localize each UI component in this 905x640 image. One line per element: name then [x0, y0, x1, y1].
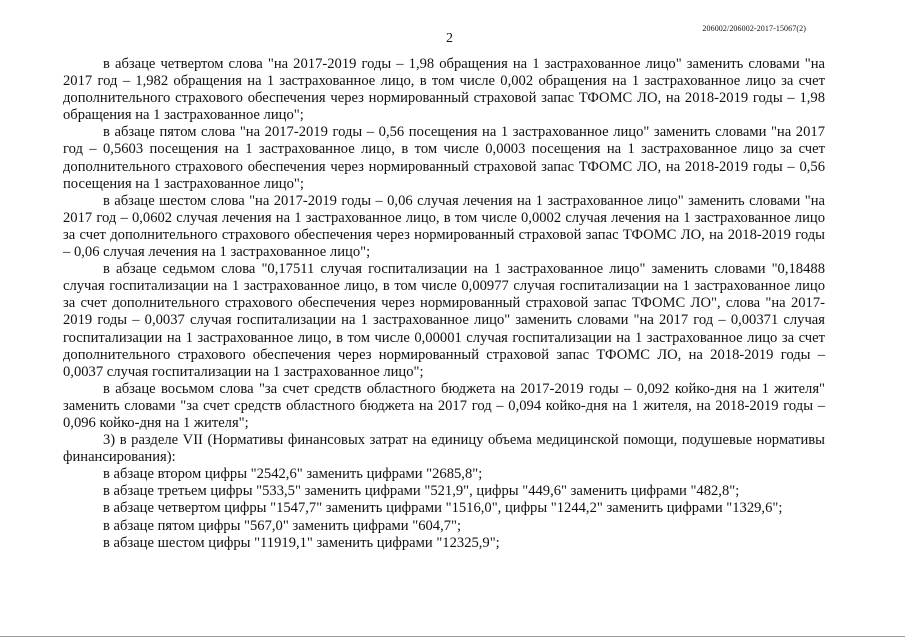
paragraph-fifth-figures: в абзаце пятом цифры "567,0" заменить цифрами "604,7"; — [103, 517, 462, 534]
scan-edge-line — [0, 636, 905, 637]
page-number: 2 — [446, 31, 453, 46]
paragraph-seventh-abzac: в абзаце седьмом слова "0,17511 случая госпитализации на 1 застрахованное лицо" заменить словами "0,18488 случая госпитализации на 1 застрахованное лицо, в том числе 0,00977 случая госпитализации на 1 застрахованное лицо за счет дополнительного страхового обеспечения через нормированный страховой запас ТФОМС ЛО", слова "на 2017-2019 годы – 0,0037 случая госпитализации на 1 застрахованное лицо" заменить словами "на 2017 год – 0,00371 случая госпитализации на 1 застрахованное лицо, в том числе 0,00001 случая госпитализации на 1 застрахованное лицо за счет дополнительного страхового обеспечения через нормированный страховой запас ТФОМС ЛО, на 2018-2019 годы – 0,0037 случая госпитализации на 1 застрахованное лицо"; — [63, 261, 825, 380]
document-id: 206002/206002-2017-15067(2) — [702, 24, 806, 33]
paragraph-sixth-figures: в абзаце шестом цифры "11919,1" заменить цифрами "12325,9"; — [103, 534, 500, 551]
paragraph-second-figures: в абзаце втором цифры "2542,6" заменить цифрами "2685,8"; — [103, 466, 483, 483]
paragraph-third-figures: в абзаце третьем цифры "533,5" заменить цифрами "521,9", цифры "449,6" заменить цифрами "482,8"; — [103, 483, 740, 500]
paragraph-fifth-abzac: в абзаце пятом слова "на 2017-2019 годы – 0,56 посещения на 1 застрахованное лицо" заменить словами "на 2017 год – 0,5603 посещения на 1 застрахованное лицо, в том числе 0,0003 посещения на 1 застрахованное лицо за счет дополнительного страхового обеспечения через нормированный страховой запас ТФОМС ЛО, на 2018-2019 годы – 0,56 посещения на 1 застрахованное лицо"; — [63, 124, 825, 192]
paragraph-fourth-figures: в абзаце четвертом цифры "1547,7" заменить цифрами "1516,0", цифры "1244,2" заменить цифрами "1329,6"; — [103, 500, 783, 517]
paragraph-sixth-abzac: в абзаце шестом слова "на 2017-2019 годы – 0,06 случая лечения на 1 застрахованное лицо" заменить словами "на 2017 год – 0,0602 случая лечения на 1 застрахованное лицо, в том числе 0,0002 случая лечения на 1 застрахованное лицо за счет дополнительного страхового обеспечения через нормированный страховой запас ТФОМС ЛО, на 2018-2019 годы – 0,06 случая лечения на 1 застрахованное лицо"; — [63, 192, 825, 261]
document-body — [63, 56, 825, 552]
paragraph-eighth-abzac: в абзаце восьмом слова "за счет средств областного бюджета на 2017-2019 годы – 0,092 койко-дня на 1 жителя" заменить словами "за счет средств областного бюджета на 2017 год – 0,094 койко-дня на 1 жителя, на 2018-2019 годы – 0,096 койко-дня на 1 жителя"; — [63, 380, 825, 431]
paragraph-section-vii: 3) в разделе VII (Нормативы финансовых затрат на единицу объема медицинской помощи, подушевые нормативы финансирования): — [63, 432, 825, 466]
paragraph-fourth-abzac: в абзаце четвертом слова "на 2017-2019 годы – 1,98 обращения на 1 застрахованное лицо" заменить словами "на 2017 год – 1,982 обращения на 1 застрахованное лицо, в том числе 0,002 обращения на 1 застрахованное лицо за счет дополнительного страхового обеспечения через нормированный страховой запас ТФОМС ЛО, на 2018-2019 годы – 1,98 обращения на 1 застрахованное лицо"; — [63, 56, 825, 124]
